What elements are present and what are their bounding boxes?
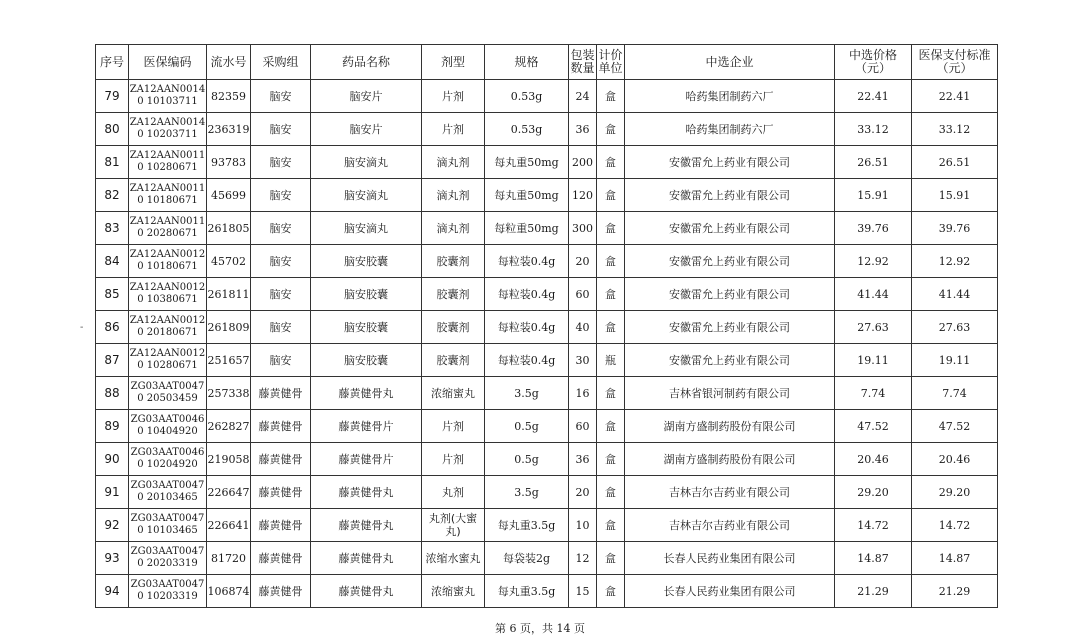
cell-company: 长春人民药业集团有限公司 xyxy=(625,542,835,575)
table-row xyxy=(96,410,998,443)
header-unit xyxy=(597,45,625,80)
cell-unit: 盒 xyxy=(597,476,625,509)
cell-spec: 每袋装2g xyxy=(485,542,569,575)
table-row xyxy=(96,212,998,245)
header-pack-label-2: 数量 xyxy=(570,61,595,75)
cell-seq: 93 xyxy=(96,542,129,575)
cell-company: 哈药集团制药六厂 xyxy=(625,113,835,146)
cell-form: 胶囊剂 xyxy=(422,344,485,377)
cell-standard: 21.29 xyxy=(912,575,998,608)
cell-price: 14.87 xyxy=(835,542,912,575)
cell-form: 片剂 xyxy=(422,113,485,146)
cell-code: ZA12AAN00120 10380671 xyxy=(129,278,207,311)
cell-price: 39.76 xyxy=(835,212,912,245)
cell-price: 19.11 xyxy=(835,344,912,377)
cell-seq: 90 xyxy=(96,443,129,476)
cell-code: ZA12AAN00110 10280671 xyxy=(129,146,207,179)
cell-serial: 226641 xyxy=(207,509,251,542)
cell-standard: 33.12 xyxy=(912,113,998,146)
cell-group: 脑安 xyxy=(251,80,311,113)
cell-group: 脑安 xyxy=(251,278,311,311)
header-form-label: 剂型 xyxy=(440,54,465,69)
cell-price: 7.74 xyxy=(835,377,912,410)
cell-unit: 盒 xyxy=(597,146,625,179)
table-body xyxy=(96,80,998,608)
cell-form: 胶囊剂 xyxy=(422,311,485,344)
header-standard-label-2: （元） xyxy=(936,61,973,75)
cell-company: 湖南方盛制药股份有限公司 xyxy=(625,410,835,443)
cell-group: 藤黄健骨 xyxy=(251,410,311,443)
table-row xyxy=(96,311,998,344)
cell-standard: 26.51 xyxy=(912,146,998,179)
cell-serial: 262827 xyxy=(207,410,251,443)
cell-name: 脑安片 xyxy=(311,113,422,146)
cell-name: 脑安片 xyxy=(311,80,422,113)
header-company-label: 中选企业 xyxy=(705,54,754,69)
cell-company: 哈药集团制药六厂 xyxy=(625,80,835,113)
cell-code: ZG03AAT00470 20203319 xyxy=(129,542,207,575)
cell-pack: 200 xyxy=(569,146,597,179)
cell-spec: 3.5g xyxy=(485,476,569,509)
cell-name: 藤黄健骨丸 xyxy=(311,542,422,575)
cell-form: 滴丸剂 xyxy=(422,179,485,212)
table-row xyxy=(96,542,998,575)
cell-standard: 7.74 xyxy=(912,377,998,410)
margin-mark: - xyxy=(80,322,84,333)
cell-pack: 36 xyxy=(569,113,597,146)
cell-serial: 236319 xyxy=(207,113,251,146)
cell-pack: 40 xyxy=(569,311,597,344)
cell-price: 20.46 xyxy=(835,443,912,476)
cell-name: 脑安滴丸 xyxy=(311,146,422,179)
cell-spec: 每粒装0.4g xyxy=(485,278,569,311)
cell-standard: 19.11 xyxy=(912,344,998,377)
cell-pack: 16 xyxy=(569,377,597,410)
cell-unit: 盒 xyxy=(597,542,625,575)
cell-spec: 每粒装0.4g xyxy=(485,245,569,278)
cell-pack: 60 xyxy=(569,278,597,311)
table-row xyxy=(96,575,998,608)
cell-spec: 0.5g xyxy=(485,410,569,443)
cell-price: 14.72 xyxy=(835,509,912,542)
cell-unit: 盒 xyxy=(597,278,625,311)
header-serial xyxy=(207,45,251,80)
cell-standard: 20.46 xyxy=(912,443,998,476)
cell-serial: 261805 xyxy=(207,212,251,245)
cell-name: 脑安胶囊 xyxy=(311,344,422,377)
cell-form: 浓缩蜜丸 xyxy=(422,377,485,410)
cell-spec: 3.5g xyxy=(485,377,569,410)
cell-pack: 300 xyxy=(569,212,597,245)
header-pack-label-1: 包装 xyxy=(570,48,595,62)
cell-pack: 10 xyxy=(569,509,597,542)
cell-group: 脑安 xyxy=(251,344,311,377)
cell-group: 藤黄健骨 xyxy=(251,476,311,509)
cell-price: 29.20 xyxy=(835,476,912,509)
cell-seq: 83 xyxy=(96,212,129,245)
cell-pack: 20 xyxy=(569,245,597,278)
cell-pack: 24 xyxy=(569,80,597,113)
cell-pack: 30 xyxy=(569,344,597,377)
table-row xyxy=(96,278,998,311)
cell-spec: 每粒装0.4g xyxy=(485,311,569,344)
cell-unit: 盒 xyxy=(597,245,625,278)
cell-spec: 0.5g xyxy=(485,443,569,476)
cell-code: ZG03AAT00470 20503459 xyxy=(129,377,207,410)
cell-standard: 39.76 xyxy=(912,212,998,245)
cell-pack: 120 xyxy=(569,179,597,212)
cell-group: 藤黄健骨 xyxy=(251,542,311,575)
cell-price: 22.41 xyxy=(835,80,912,113)
cell-code: ZA12AAN00120 10280671 xyxy=(129,344,207,377)
cell-price: 47.52 xyxy=(835,410,912,443)
cell-name: 藤黄健骨丸 xyxy=(311,476,422,509)
cell-serial: 226647 xyxy=(207,476,251,509)
header-unit-label-2: 单位 xyxy=(598,61,623,75)
cell-seq: 80 xyxy=(96,113,129,146)
cell-unit: 盒 xyxy=(597,443,625,476)
cell-company: 湖南方盛制药股份有限公司 xyxy=(625,443,835,476)
header-seq-label: 序号 xyxy=(99,54,124,69)
cell-unit: 瓶 xyxy=(597,344,625,377)
cell-spec: 每丸重3.5g xyxy=(485,575,569,608)
header-unit-label-1: 计价 xyxy=(598,48,623,62)
cell-code: ZG03AAT00460 10204920 xyxy=(129,443,207,476)
table-row xyxy=(96,80,998,113)
cell-group: 脑安 xyxy=(251,146,311,179)
cell-group: 藤黄健骨 xyxy=(251,443,311,476)
cell-company: 吉林吉尔吉药业有限公司 xyxy=(625,509,835,542)
cell-company: 长春人民药业集团有限公司 xyxy=(625,575,835,608)
header-price-label-2: （元） xyxy=(854,61,891,75)
cell-form: 丸剂(大蜜丸) xyxy=(422,509,485,542)
cell-serial: 81720 xyxy=(207,542,251,575)
cell-serial: 261811 xyxy=(207,278,251,311)
cell-code: ZA12AAN00120 10180671 xyxy=(129,245,207,278)
cell-seq: 91 xyxy=(96,476,129,509)
cell-seq: 84 xyxy=(96,245,129,278)
cell-standard: 14.72 xyxy=(912,509,998,542)
header-group xyxy=(251,45,311,80)
page-footer: 第 6 页，共 14 页 xyxy=(495,622,585,635)
cell-group: 脑安 xyxy=(251,245,311,278)
cell-company: 吉林省银河制药有限公司 xyxy=(625,377,835,410)
cell-form: 片剂 xyxy=(422,410,485,443)
cell-company: 吉林吉尔吉药业有限公司 xyxy=(625,476,835,509)
table-row xyxy=(96,476,998,509)
cell-serial: 106874 xyxy=(207,575,251,608)
cell-serial: 45699 xyxy=(207,179,251,212)
cell-code: ZG03AAT00470 10103465 xyxy=(129,509,207,542)
cell-spec: 每丸重50mg xyxy=(485,179,569,212)
cell-price: 27.63 xyxy=(835,311,912,344)
cell-code: ZA12AAN00140 10203711 xyxy=(129,113,207,146)
cell-code: ZA12AAN00140 10103711 xyxy=(129,80,207,113)
cell-serial: 261809 xyxy=(207,311,251,344)
header-group-label: 采购组 xyxy=(262,54,299,69)
header-spec-label: 规格 xyxy=(514,54,539,69)
cell-name: 脑安滴丸 xyxy=(311,212,422,245)
cell-company: 安徽雷允上药业有限公司 xyxy=(625,245,835,278)
cell-pack: 60 xyxy=(569,410,597,443)
cell-name: 脑安胶囊 xyxy=(311,278,422,311)
cell-form: 片剂 xyxy=(422,443,485,476)
cell-company: 安徽雷允上药业有限公司 xyxy=(625,179,835,212)
cell-seq: 86 xyxy=(96,311,129,344)
cell-serial: 219058 xyxy=(207,443,251,476)
cell-company: 安徽雷允上药业有限公司 xyxy=(625,344,835,377)
cell-serial: 82359 xyxy=(207,80,251,113)
cell-group: 脑安 xyxy=(251,113,311,146)
cell-code: ZG03AAT00460 10404920 xyxy=(129,410,207,443)
cell-seq: 87 xyxy=(96,344,129,377)
cell-standard: 29.20 xyxy=(912,476,998,509)
cell-pack: 36 xyxy=(569,443,597,476)
cell-form: 丸剂 xyxy=(422,476,485,509)
cell-name: 脑安胶囊 xyxy=(311,245,422,278)
cell-seq: 85 xyxy=(96,278,129,311)
header-standard-label-1: 医保支付标准 xyxy=(918,48,991,62)
cell-group: 脑安 xyxy=(251,311,311,344)
header-serial-label: 流水号 xyxy=(210,54,247,69)
cell-standard: 47.52 xyxy=(912,410,998,443)
cell-name: 藤黄健骨片 xyxy=(311,410,422,443)
cell-code: ZA12AAN00110 10180671 xyxy=(129,179,207,212)
cell-seq: 89 xyxy=(96,410,129,443)
cell-price: 21.29 xyxy=(835,575,912,608)
cell-code: ZG03AAT00470 20103465 xyxy=(129,476,207,509)
header-name xyxy=(311,45,422,80)
cell-code: ZA12AAN00110 20280671 xyxy=(129,212,207,245)
header-code-label: 医保编码 xyxy=(143,54,192,69)
cell-code: ZG03AAT00470 10203319 xyxy=(129,575,207,608)
cell-pack: 15 xyxy=(569,575,597,608)
cell-form: 胶囊剂 xyxy=(422,278,485,311)
cell-price: 12.92 xyxy=(835,245,912,278)
cell-unit: 盒 xyxy=(597,311,625,344)
cell-name: 藤黄健骨丸 xyxy=(311,377,422,410)
cell-serial: 251657 xyxy=(207,344,251,377)
cell-form: 片剂 xyxy=(422,80,485,113)
cell-price: 41.44 xyxy=(835,278,912,311)
cell-pack: 12 xyxy=(569,542,597,575)
cell-group: 藤黄健骨 xyxy=(251,575,311,608)
header-company xyxy=(625,45,835,80)
header-price-label-1: 中选价格 xyxy=(848,48,897,62)
cell-price: 26.51 xyxy=(835,146,912,179)
cell-form: 滴丸剂 xyxy=(422,146,485,179)
cell-seq: 81 xyxy=(96,146,129,179)
cell-name: 脑安胶囊 xyxy=(311,311,422,344)
cell-seq: 92 xyxy=(96,509,129,542)
cell-serial: 45702 xyxy=(207,245,251,278)
header-code xyxy=(129,45,207,80)
cell-name: 藤黄健骨片 xyxy=(311,443,422,476)
cell-company: 安徽雷允上药业有限公司 xyxy=(625,311,835,344)
table-row xyxy=(96,377,998,410)
cell-serial: 257338 xyxy=(207,377,251,410)
cell-seq: 82 xyxy=(96,179,129,212)
cell-unit: 盒 xyxy=(597,377,625,410)
table-row xyxy=(96,344,998,377)
cell-price: 15.91 xyxy=(835,179,912,212)
cell-standard: 14.87 xyxy=(912,542,998,575)
cell-spec: 每丸重50mg xyxy=(485,146,569,179)
cell-form: 滴丸剂 xyxy=(422,212,485,245)
cell-unit: 盒 xyxy=(597,509,625,542)
table-row xyxy=(96,245,998,278)
cell-unit: 盒 xyxy=(597,212,625,245)
cell-spec: 0.53g xyxy=(485,80,569,113)
cell-unit: 盒 xyxy=(597,575,625,608)
cell-serial: 93783 xyxy=(207,146,251,179)
cell-price: 33.12 xyxy=(835,113,912,146)
cell-company: 安徽雷允上药业有限公司 xyxy=(625,278,835,311)
cell-seq: 94 xyxy=(96,575,129,608)
table-row xyxy=(96,113,998,146)
table-row xyxy=(96,179,998,212)
cell-pack: 20 xyxy=(569,476,597,509)
cell-standard: 22.41 xyxy=(912,80,998,113)
cell-company: 安徽雷允上药业有限公司 xyxy=(625,212,835,245)
table-row xyxy=(96,443,998,476)
cell-seq: 88 xyxy=(96,377,129,410)
cell-group: 藤黄健骨 xyxy=(251,377,311,410)
header-price xyxy=(835,45,912,80)
cell-spec: 0.53g xyxy=(485,113,569,146)
cell-code: ZA12AAN00120 20180671 xyxy=(129,311,207,344)
cell-seq: 79 xyxy=(96,80,129,113)
cell-standard: 41.44 xyxy=(912,278,998,311)
cell-company: 安徽雷允上药业有限公司 xyxy=(625,146,835,179)
cell-group: 脑安 xyxy=(251,179,311,212)
header-pack xyxy=(569,45,597,80)
header-form xyxy=(422,45,485,80)
cell-standard: 12.92 xyxy=(912,245,998,278)
cell-name: 脑安滴丸 xyxy=(311,179,422,212)
cell-unit: 盒 xyxy=(597,179,625,212)
table-header xyxy=(96,45,998,80)
table-row xyxy=(96,146,998,179)
cell-name: 藤黄健骨丸 xyxy=(311,509,422,542)
table-row xyxy=(96,509,998,542)
header-name-label: 药品名称 xyxy=(341,54,390,69)
cell-name: 藤黄健骨丸 xyxy=(311,575,422,608)
cell-spec: 每丸重3.5g xyxy=(485,509,569,542)
cell-unit: 盒 xyxy=(597,410,625,443)
drug-price-table xyxy=(95,44,998,608)
cell-form: 浓缩蜜丸 xyxy=(422,575,485,608)
header-standard xyxy=(912,45,998,80)
cell-group: 藤黄健骨 xyxy=(251,509,311,542)
cell-group: 脑安 xyxy=(251,212,311,245)
header-spec xyxy=(485,45,569,80)
cell-form: 胶囊剂 xyxy=(422,245,485,278)
cell-unit: 盒 xyxy=(597,113,625,146)
header-seq xyxy=(96,45,129,80)
cell-standard: 15.91 xyxy=(912,179,998,212)
cell-standard: 27.63 xyxy=(912,311,998,344)
cell-form: 浓缩水蜜丸 xyxy=(422,542,485,575)
header-row xyxy=(96,45,998,80)
cell-spec: 每粒装0.4g xyxy=(485,344,569,377)
cell-unit: 盒 xyxy=(597,80,625,113)
cell-spec: 每粒重50mg xyxy=(485,212,569,245)
